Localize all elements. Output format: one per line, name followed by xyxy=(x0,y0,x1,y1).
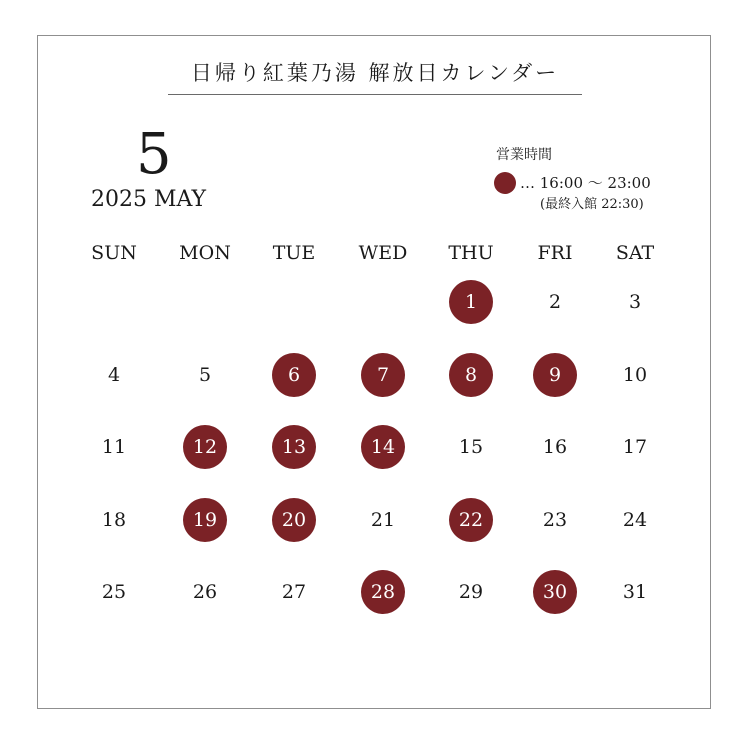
open-day-12: 12 xyxy=(183,425,227,469)
weekday-mon: MON xyxy=(179,242,231,264)
title-underline xyxy=(168,94,582,95)
day-27: 27 xyxy=(281,580,307,603)
day-16: 16 xyxy=(542,435,568,458)
open-day-30: 30 xyxy=(533,570,577,614)
open-day-7: 7 xyxy=(361,353,405,397)
open-day-28: 28 xyxy=(361,570,405,614)
day-3: 3 xyxy=(628,290,642,313)
weekday-wed: WED xyxy=(358,242,408,264)
day-2: 2 xyxy=(548,290,562,313)
weekday-sat: SAT xyxy=(615,242,655,264)
business-hours-time: … 16:00 〜 23:00 xyxy=(520,174,651,192)
open-day-9: 9 xyxy=(533,353,577,397)
day-17: 17 xyxy=(622,435,648,458)
open-day-13: 13 xyxy=(272,425,316,469)
day-18: 18 xyxy=(101,508,127,531)
day-4: 4 xyxy=(107,363,121,386)
day-31: 31 xyxy=(622,580,648,603)
weekday-thu: THU xyxy=(448,242,494,264)
weekday-fri: FRI xyxy=(537,242,573,264)
day-23: 23 xyxy=(542,508,568,531)
calendar-title: 日帰り紅葉乃湯 解放日カレンダー xyxy=(190,61,560,85)
month-number: 5 xyxy=(136,122,172,187)
day-15: 15 xyxy=(458,435,484,458)
day-21: 21 xyxy=(370,508,396,531)
day-24: 24 xyxy=(622,508,648,531)
business-hours-title: 営業時間 xyxy=(496,147,552,163)
open-day-20: 20 xyxy=(272,498,316,542)
open-day-1: 1 xyxy=(449,280,493,324)
open-day-8: 8 xyxy=(449,353,493,397)
day-10: 10 xyxy=(622,363,648,386)
weekday-sun: SUN xyxy=(91,242,137,264)
month-label: 2025 MAY xyxy=(91,187,207,212)
open-day-14: 14 xyxy=(361,425,405,469)
day-26: 26 xyxy=(192,580,218,603)
day-29: 29 xyxy=(458,580,484,603)
open-day-6: 6 xyxy=(272,353,316,397)
open-day-19: 19 xyxy=(183,498,227,542)
open-day-legend-dot xyxy=(494,172,516,194)
weekday-tue: TUE xyxy=(272,242,316,264)
last-entry-time: (最終入館 22:30) xyxy=(540,197,644,212)
day-5: 5 xyxy=(198,363,212,386)
day-11: 11 xyxy=(101,435,127,458)
day-25: 25 xyxy=(101,580,127,603)
open-day-22: 22 xyxy=(449,498,493,542)
